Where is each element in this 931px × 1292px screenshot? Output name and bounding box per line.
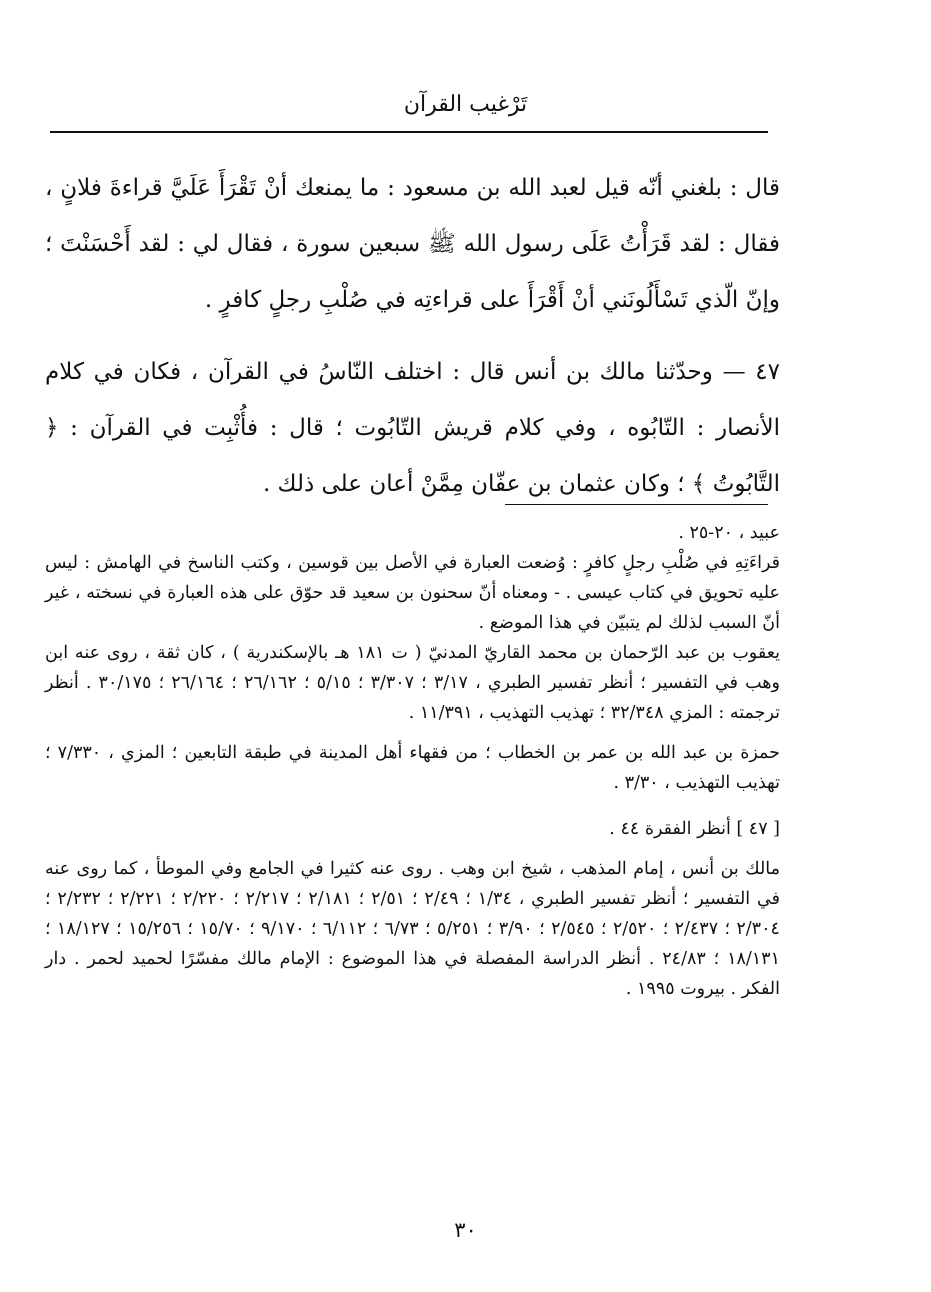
footnote: [ ٤٧ ] أنظر الفقرة ٤٤ .	[609, 819, 780, 839]
footnote: عبيد ، ٢٠-٢٥ .	[678, 523, 780, 543]
footnote-rule	[505, 504, 768, 505]
main-text	[45, 160, 780, 512]
footnote: قراءَتِهِ في صُلْبِ رجلٍ كافرٍ : وُضعت العبارة في الأصل بين قوسين ، وكتب الناسخ في الهامش : ليس عليه تحويق في كتاب عيسى . - ومعناه أنّ سحنون بن سعيد قد حوّق على هذه العبارة في نسخته ، غير أنّ السبب لذلك لم يتبيّن في هذا الموضع .	[45, 553, 780, 633]
main-paragraph: ٤٧ — وحدّثنا مالك بن أنس قال : اختلف النّاسُ في القرآن ، فكان في كلام الأنصار : التّابُوه ، وفي كلام قريش التّابُوت ؛ قال : فأُثْبِت في القرآن : ﴿ التَّابُوتُ ﴾ ؛ وكان عثمان بن عفّان مِمَّنْ أعان على ذلك .	[45, 359, 780, 497]
page-number: ٣٠	[454, 1218, 477, 1242]
footnote: حمزة بن عبد الله بن عمر بن الخطاب ؛ من فقهاء أهل المدينة في طبقة التابعين ؛ المزي ، ٧/٣٣٠ ؛ تهذيب التهذيب ، ٣/٣٠ .	[45, 743, 780, 793]
main-paragraph: قال : بلغني أنّه قيل لعبد الله بن مسعود : ما يمنعك أنْ تَقْرَأَ عَلَيَّ قراءةَ فلانٍ ، فقال : لقد قَرَأْتُ عَلَى رسول الله ﷺ سبعين سورة ، فقال لي : لقد أَحْسَنْتَ ؛ وإنّ الّذي تَسْأَلُونَني أنْ أَقْرَأَ على قراءتِه في صُلْبِ رجلٍ كافرٍ .	[45, 175, 780, 313]
footnotes	[45, 518, 780, 1004]
header-rule	[50, 131, 768, 133]
footnote: مالك بن أنس ، إمام المذهب ، شيخ ابن وهب . روى عنه كثيرا في الجامع وفي الموطأ ، كما روى عنه في التفسير ؛ أنظر تفسير الطبري ، ١/٣٤ ؛ ٢/٤٩ ؛ ٢/٥١ ؛ ٢/١٨١ ؛ ٢/٢١٧ ؛ ٢/٢٢٠ ؛ ٢/٢٢١ ؛ ٢/٢٣٢ ؛ ٢/٣٠٤ ؛ ٢/٤٣٧ ؛ ٢/٥٢٠ ؛ ٢/٥٤٥ ؛ ٣/٩٠ ؛ ٥/٢٥١ ؛ ٦/٧٣ ؛ ٦/١١٢ ؛ ٩/١٧٠ ؛ ١٥/٧٠ ؛ ١٥/٢٥٦ ؛ ١٨/١٢٧ ؛ ١٨/١٣١ ؛ ٢٤/٨٣ . أنظر الدراسة المفصلة في هذا الموضوع : الإمام مالك مفسّرًا لحميد لحمر . دار الفكر . بيروت ١٩٩٥ .	[45, 859, 780, 999]
footnote: يعقوب بن عبد الرّحمان بن محمد القاريّ المدنيّ ( ت ١٨١ هـ بالإسكندرية ) ، كان ثقة ، روى عنه ابن وهب في التفسير ؛ أنظر تفسير الطبري ، ٣/١٧ ؛ ٣/٣٠٧ ؛ ٥/١٥ ؛ ٢٦/١٦٢ ؛ ٢٦/١٦٤ ؛ ٣٠/١٧٥ . أنظر ترجمته : المزي ٣٢/٣٤٨ ؛ تهذيب التهذيب ، ١١/٣٩١ .	[45, 643, 781, 723]
running-title: تَرْغيب القرآن	[403, 92, 528, 117]
